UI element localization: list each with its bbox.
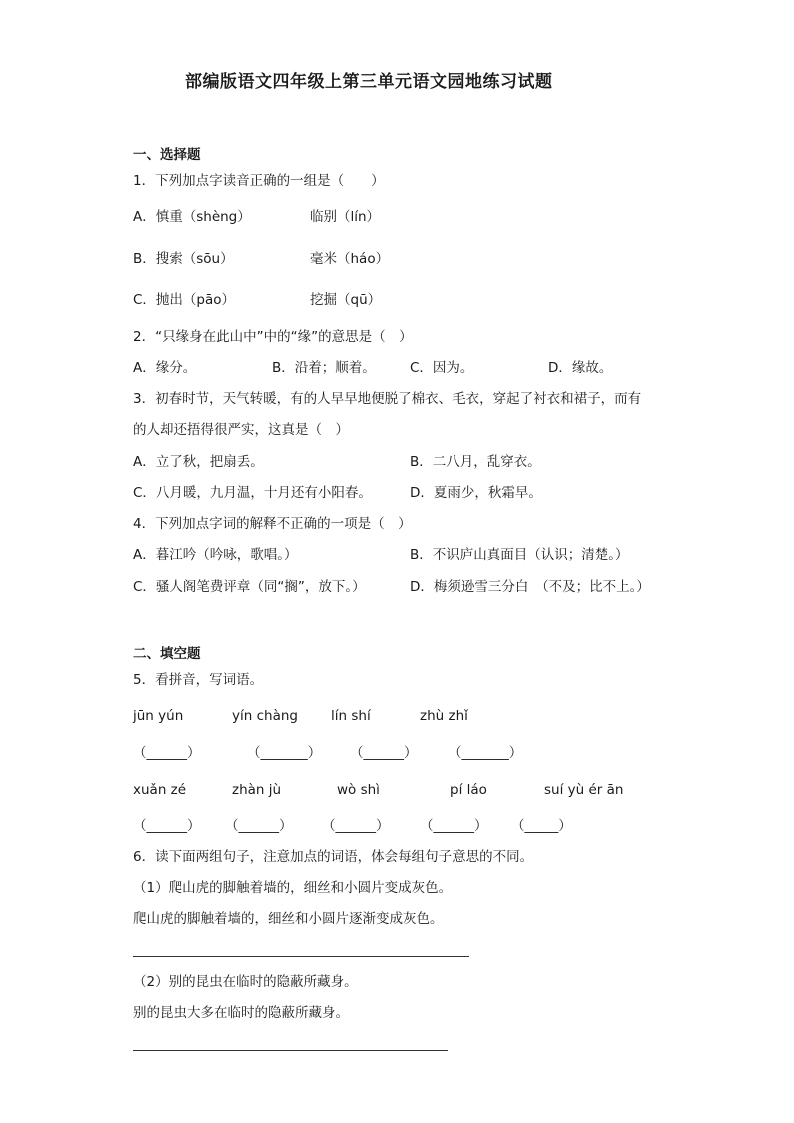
q6-group1-sentence-a: （1）爬山虎的脚触着墙的，细丝和小圆片变成灰色。: [133, 880, 453, 896]
answer-blank[interactable]: （______）: [133, 745, 201, 761]
q1-stem: 1．下列加点字读音正确的一组是（ ）: [133, 173, 385, 189]
q2-stem: 2．“只缘身在此山中”中的“缘”的意思是（ ）: [133, 329, 413, 345]
q5-stem: 5．看拼音，写词语。: [133, 672, 264, 688]
q6-group2-sentence-a: （2）别的昆虫在临时的隐蔽所藏身。: [133, 974, 358, 990]
pinyin-item: xuǎn zé: [133, 782, 187, 798]
answer-blank[interactable]: （_______）: [247, 745, 322, 761]
q3-stem-line1: 3．初春时节，天气转暖，有的人早早地便脱了棉衣、毛衣，穿起了衬衣和裙子，而有: [133, 391, 642, 407]
q2-option-c: C．因为。: [410, 360, 474, 376]
answer-line[interactable]: [133, 1050, 448, 1051]
q4-option-c: C．骚人阁笔费评章（同“搁”，放下。）: [133, 579, 366, 595]
q1-option-b2: 毫米（háo）: [310, 251, 390, 267]
answer-line[interactable]: [133, 956, 469, 957]
q1-option-a: A．慎重（shèng）: [133, 209, 251, 225]
q3-option-c: C．八月暖，九月温，十月还有小阳春。: [133, 485, 372, 501]
q4-stem: 4．下列加点字词的解释不正确的一项是（ ）: [133, 516, 412, 532]
q3-option-a: A．立了秋，把扇丢。: [133, 454, 264, 470]
q2-option-d: D．缘故。: [548, 360, 613, 376]
page-title: 部编版语文四年级上第三单元语文园地练习试题: [185, 72, 553, 92]
pinyin-item: suí yù ér ān: [544, 782, 624, 798]
answer-blank[interactable]: （______）: [225, 818, 293, 834]
answer-blank[interactable]: （______）: [350, 745, 418, 761]
q1-option-b: B．搜索（sōu）: [133, 251, 234, 267]
q4-option-a: A．暮江吟（吟咏，歌唱。）: [133, 547, 298, 563]
q2-option-b: B．沿着；顺着。: [272, 360, 376, 376]
q1-option-a2: 临别（lín）: [310, 209, 381, 225]
pinyin-item: yín chàng: [232, 708, 298, 724]
q2-option-a: A．缘分。: [133, 360, 197, 376]
q3-stem-line2: 的人却还捂得很严实，这真是（ ）: [133, 422, 349, 438]
pinyin-item: lín shí: [331, 708, 371, 724]
q6-group1-sentence-b: 爬山虎的脚触着墙的，细丝和小圆片逐渐变成灰色。: [133, 911, 444, 927]
answer-blank[interactable]: （______）: [133, 818, 201, 834]
pinyin-item: zhù zhǐ: [420, 708, 468, 724]
q4-option-b: B．不识庐山真面目（认识；清楚。）: [410, 547, 629, 563]
answer-blank[interactable]: （______）: [420, 818, 488, 834]
section-heading-fill: 二、填空题: [133, 646, 201, 662]
answer-blank[interactable]: （_______）: [448, 745, 523, 761]
q1-option-c: C．抛出（pāo）: [133, 292, 236, 308]
q4-option-d: D．梅须逊雪三分白 （不及；比不上。）: [410, 579, 650, 595]
pinyin-item: pí láo: [450, 782, 487, 798]
q6-group2-sentence-b: 别的昆虫大多在临时的隐蔽所藏身。: [133, 1005, 349, 1021]
section-heading-choice: 一、选择题: [133, 147, 201, 163]
q3-option-b: B．二八月，乱穿衣。: [410, 454, 541, 470]
q1-option-c2: 挖掘（qū）: [310, 292, 382, 308]
pinyin-item: wò shì: [337, 782, 380, 798]
answer-blank[interactable]: （_____）: [511, 818, 572, 834]
q3-option-d: D．夏雨少，秋霜早。: [410, 485, 542, 501]
pinyin-item: jūn yún: [133, 708, 184, 724]
pinyin-item: zhàn jù: [232, 782, 282, 798]
answer-blank[interactable]: （______）: [322, 818, 390, 834]
q6-stem: 6．读下面两组句子，注意加点的词语，体会每组句子意思的不同。: [133, 849, 534, 865]
